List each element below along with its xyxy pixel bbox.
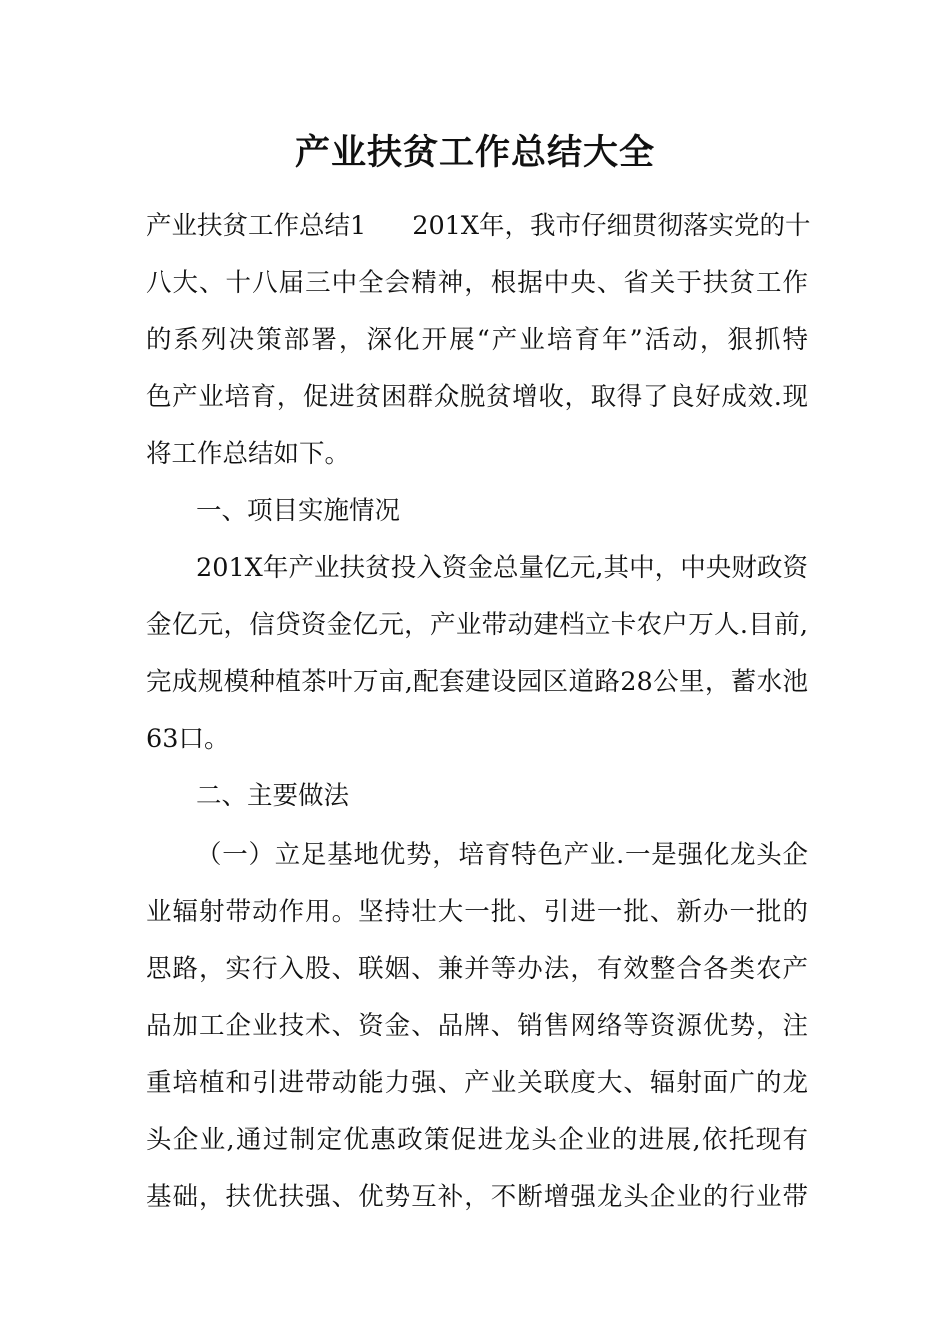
paragraph-line: 头企业,通过制定优惠政策促进龙头企业的进展,依托现有	[146, 1125, 808, 1155]
paragraph-line: 的系列决策部署，深化开展“产业培育年”活动，狠抓特	[146, 325, 808, 355]
section-heading-inline: 产业扶贫工作总结1	[146, 211, 367, 241]
section-heading: 一、项目实施情况	[196, 496, 401, 526]
section-heading: 二、主要做法	[196, 781, 350, 811]
paragraph-line: 63口。	[146, 724, 230, 754]
paragraph-line: 思路，实行入股、联姻、兼并等办法，有效整合各类农产	[146, 954, 808, 984]
paragraph-line: 201X年产业扶贫投入资金总量亿元,其中，中央财政资	[196, 553, 808, 583]
paragraph-line: （一）立足基地优势，培育特色产业.一是强化龙头企	[196, 840, 808, 870]
paragraph-line: 品加工企业技术、资金、品牌、销售网络等资源优势，注	[146, 1011, 808, 1041]
paragraph-text: 201X年，我市仔细贯彻落实党的十	[412, 211, 811, 241]
paragraph-line: 金亿元，信贷资金亿元，产业带动建档立卡农户万人.目前,	[146, 610, 808, 640]
paragraph-line: 基础，扶优扶强、优势互补，不断增强龙头企业的行业带	[146, 1182, 808, 1212]
paragraph-line	[146, 209, 811, 243]
paragraph-line: 业辐射带动作用。坚持壮大一批、引进一批、新办一批的	[146, 897, 808, 927]
paragraph-line: 完成规模种植茶叶万亩,配套建设园区道路28公里，蓄水池	[146, 667, 808, 697]
paragraph-line: 色产业培育，促进贫困群众脱贫增收，取得了良好成效.现	[146, 382, 808, 412]
paragraph-line: 将工作总结如下。	[146, 439, 351, 469]
document-title: 产业扶贫工作总结大全	[294, 132, 655, 173]
paragraph-line: 重培植和引进带动能力强、产业关联度大、辐射面广的龙	[146, 1068, 808, 1098]
paragraph-line: 八大、十八届三中全会精神，根据中央、省关于扶贫工作	[146, 268, 808, 298]
